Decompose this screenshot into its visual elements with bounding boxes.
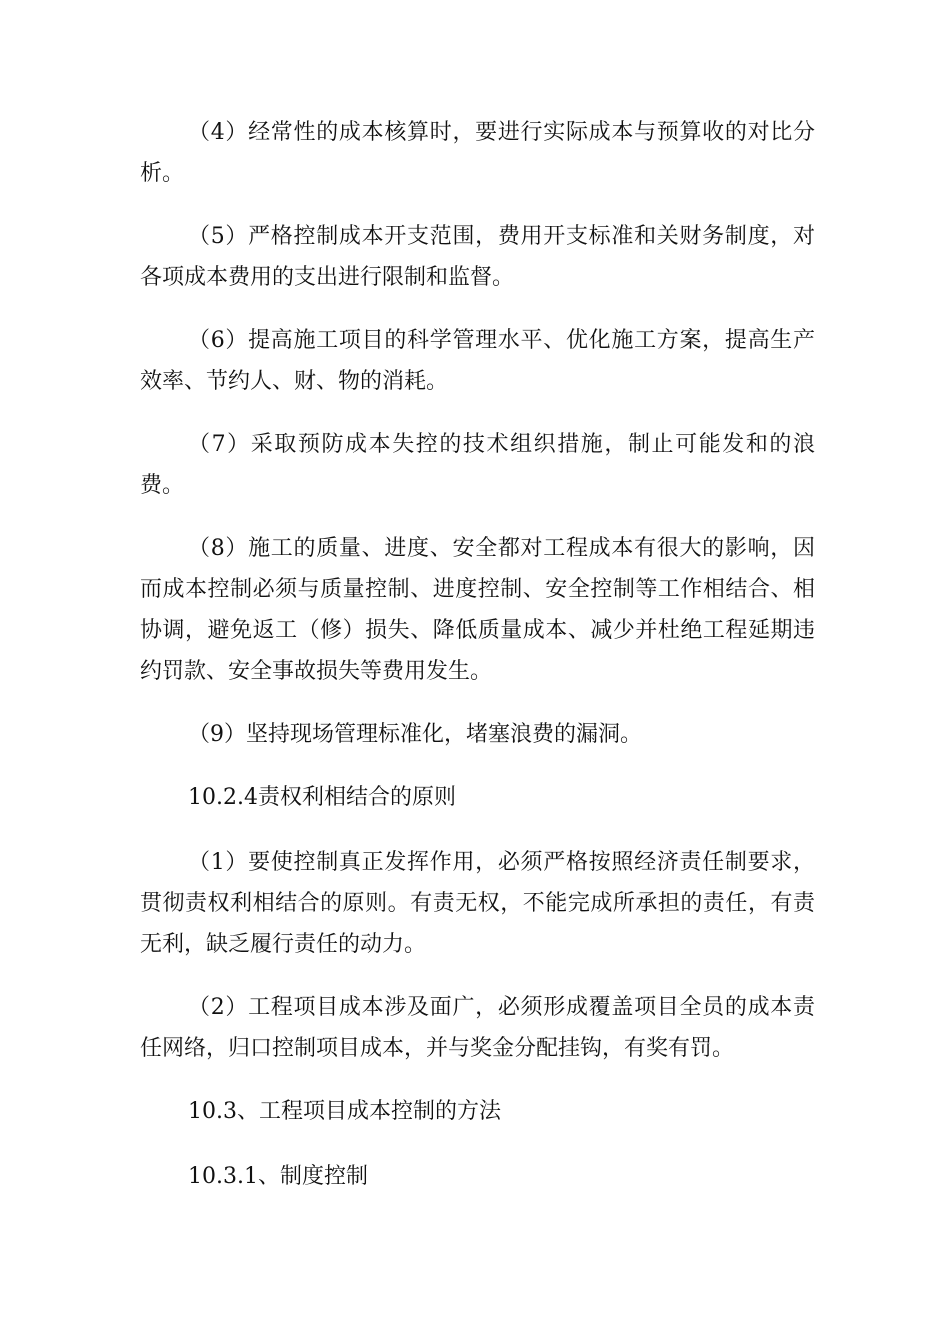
paragraph-q1: （1）要使控制真正发挥作用，必须严格按照经济责任制要求，贯彻责权利相结合的原则。有责无权，不能完成所承担的责任，有责无利，缺乏履行责任的动力。 — [140, 850, 815, 957]
section-heading-10-3-1: 10.3.1、制度控制 — [188, 1164, 368, 1189]
paragraph-9: （9）坚持现场管理标准化，堵塞浪费的漏洞。 — [188, 722, 642, 747]
paragraph-q2: （2）工程项目成本涉及面广，必须形成覆盖项目全员的成本责任网络，归口控制项目成本，并与奖金分配挂钩，有奖有罚。 — [140, 995, 815, 1061]
paragraph-6: （6）提高施工项目的科学管理水平、优化施工方案，提高生产效率、节约人、财、物的消耗。 — [140, 328, 815, 394]
paragraph-4: （4）经常性的成本核算时，要进行实际成本与预算收的对比分析。 — [140, 120, 815, 186]
document-page — [140, 112, 815, 1221]
paragraph-7: （7）采取预防成本失控的技术组织措施，制止可能发和的浪费。 — [140, 432, 815, 498]
section-heading-10-2-4: 10.2.4责权利相结合的原则 — [188, 785, 456, 810]
section-heading-10-3: 10.3、工程项目成本控制的方法 — [188, 1099, 501, 1124]
paragraph-5: （5）严格控制成本开支范围，费用开支标准和关财务制度，对各项成本费用的支出进行限制和监督。 — [140, 224, 815, 290]
paragraph-8: （8）施工的质量、进度、安全都对工程成本有很大的影响，因而成本控制必须与质量控制、进度控制、安全控制等工作相结合、相协调，避免返工（修）损失、降低质量成本、减少并杜绝工程延期违约罚款、安全事故损失等费用发生。 — [140, 536, 815, 684]
